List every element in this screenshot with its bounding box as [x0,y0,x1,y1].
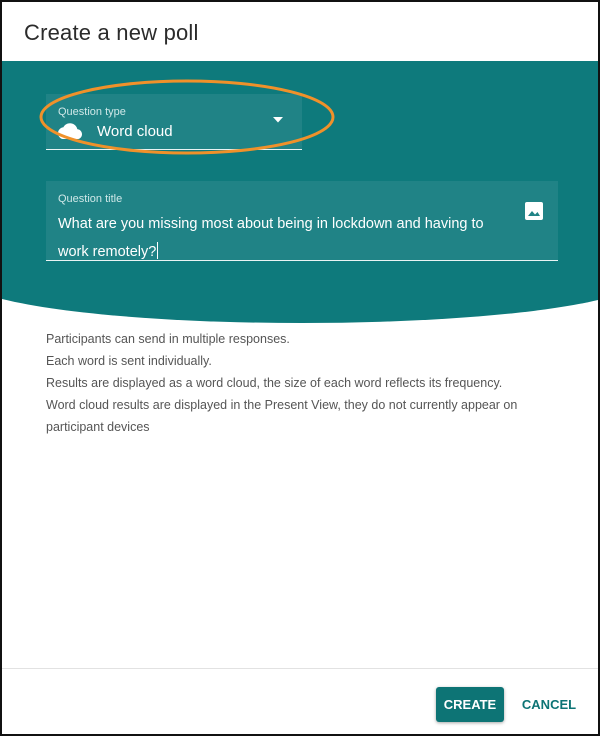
text-cursor [157,242,158,259]
help-line: Results are displayed as a word cloud, the size of each word reflects its frequency. [46,376,503,390]
question-title-field[interactable] [46,181,558,261]
cloud-icon [58,123,82,139]
question-type-label: Question type [58,106,126,118]
create-button[interactable]: CREATE [436,687,504,722]
question-title-input[interactable] [58,210,514,266]
question-type-value: Word cloud [97,123,173,140]
question-title-value: What are you missing most about being in lockdown and having to work remotely? [58,216,484,260]
help-line: Word cloud results are displayed in the Present View, they do not currently appear on participant devices [46,398,518,434]
chevron-down-icon[interactable] [272,116,284,124]
question-type-select[interactable] [46,94,302,150]
help-line: Participants can send in multiple responses. [46,332,290,346]
cancel-button[interactable]: CANCEL [516,687,582,722]
question-title-label: Question title [58,193,123,205]
help-line: Each word is sent individually. [46,354,212,368]
dialog-title: Create a new poll [24,20,199,45]
image-icon[interactable] [525,202,543,220]
footer-divider [2,668,600,669]
help-text [46,328,566,438]
